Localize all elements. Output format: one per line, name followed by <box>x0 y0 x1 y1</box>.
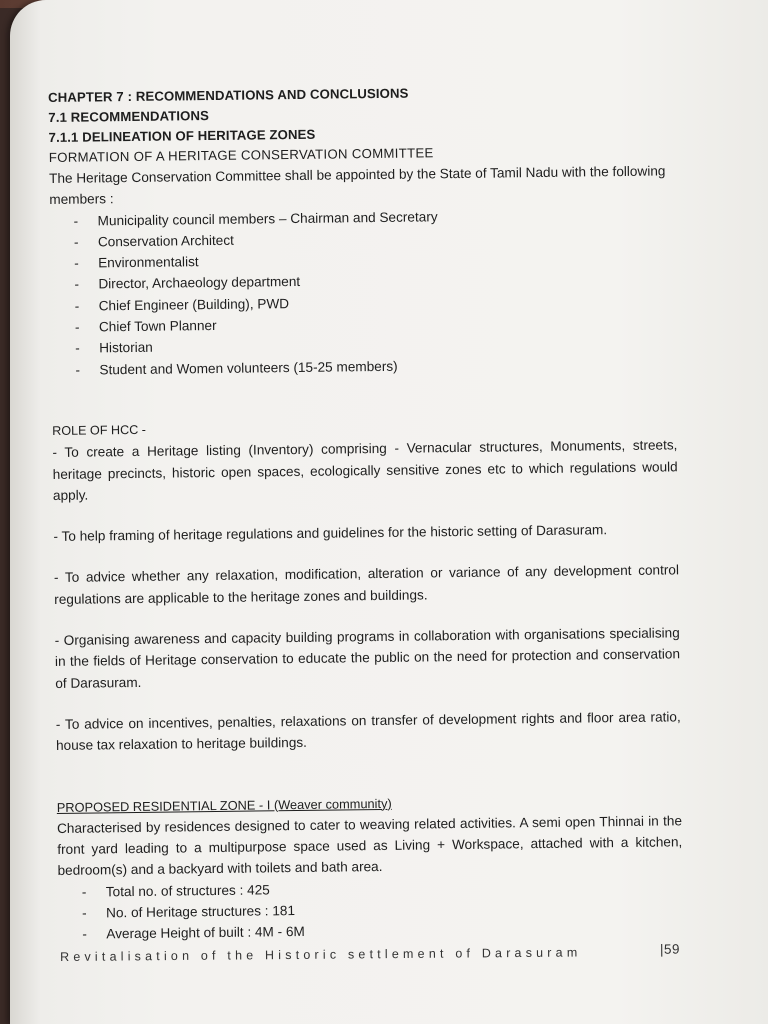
list-item: - Conservation Architect <box>74 224 675 253</box>
list-item: - Municipality council members – Chairman and Secretary <box>73 203 674 232</box>
role-heading: ROLE OF HCC - <box>52 422 147 438</box>
zone-stats-list <box>58 874 684 946</box>
page-footer <box>60 941 681 964</box>
list-item: - Historian <box>75 331 676 360</box>
role-paragraph: - Organising awareness and capacity building programs in collaboration with organisations specialising in the fields of Heritage conservation to educate the public on the need for protection and conservation of Darasuram. <box>54 625 681 691</box>
zone-heading: PROPOSED RESIDENTIAL ZONE - I (Weaver community) <box>56 795 392 815</box>
section-title: 7.1 RECOMMENDATIONS <box>48 108 210 125</box>
role-paragraph: - To advice whether any relaxation, modification, alteration or variance of any development control regulations are applicable to the heritage zones and buildings. <box>53 562 680 607</box>
subsection-title: 7.1.1 DELINEATION OF HERITAGE ZONES <box>48 126 316 145</box>
role-paragraph: - To create a Heritage listing (Inventory) comprising - Vernacular structures, Monuments, streets, heritage precincts, historic open spaces, ecologically sensitive zones etc to which regulations would apply. <box>52 437 678 503</box>
list-item: - Chief Engineer (Building), PWD <box>75 288 676 317</box>
chapter-title: CHAPTER 7 : RECOMMENDATIONS AND CONCLUSIONS <box>48 85 409 105</box>
list-item: - Chief Town Planner <box>75 309 676 338</box>
zone-description: Characterised by residences designed to cater to weaving related activities. A semi open Thinnai in the front yard leading to a multipurpose space used as Living + Workspace, attached with a kitchen, bedroom(s) and a backyard with toilets and bath area. <box>56 813 683 879</box>
role-paragraph: - To advice on incentives, penalties, relaxations on transfer of development rights and floor area ratio, house tax relaxation to heritage buildings. <box>55 709 681 754</box>
list-item: - Average Height of built : 4M - 6M <box>82 917 683 946</box>
page-number: |59 <box>659 941 681 957</box>
committee-intro: The Heritage Conservation Committee shall be appointed by the State of Tamil Nadu with the following members : <box>49 163 666 208</box>
list-item: - Director, Archaeology department <box>74 267 675 296</box>
list-item: - No. of Heritage structures : 181 <box>82 895 683 924</box>
page-content <box>48 80 683 945</box>
committee-heading: FORMATION OF A HERITAGE CONSERVATION COMMITTEE <box>48 145 434 165</box>
list-item: - Student and Women volunteers (15-25 members) <box>75 352 676 381</box>
document-page <box>10 0 768 1024</box>
footer-title: Revitalisation of the Historic settlement of Darasuram <box>60 945 582 964</box>
members-list <box>49 203 676 381</box>
list-item: - Environmentalist <box>74 246 675 275</box>
list-item: - Total no. of structures : 425 <box>82 874 683 903</box>
role-paragraph: - To help framing of heritage regulations and guidelines for the historic setting of Darasuram. <box>53 522 608 545</box>
